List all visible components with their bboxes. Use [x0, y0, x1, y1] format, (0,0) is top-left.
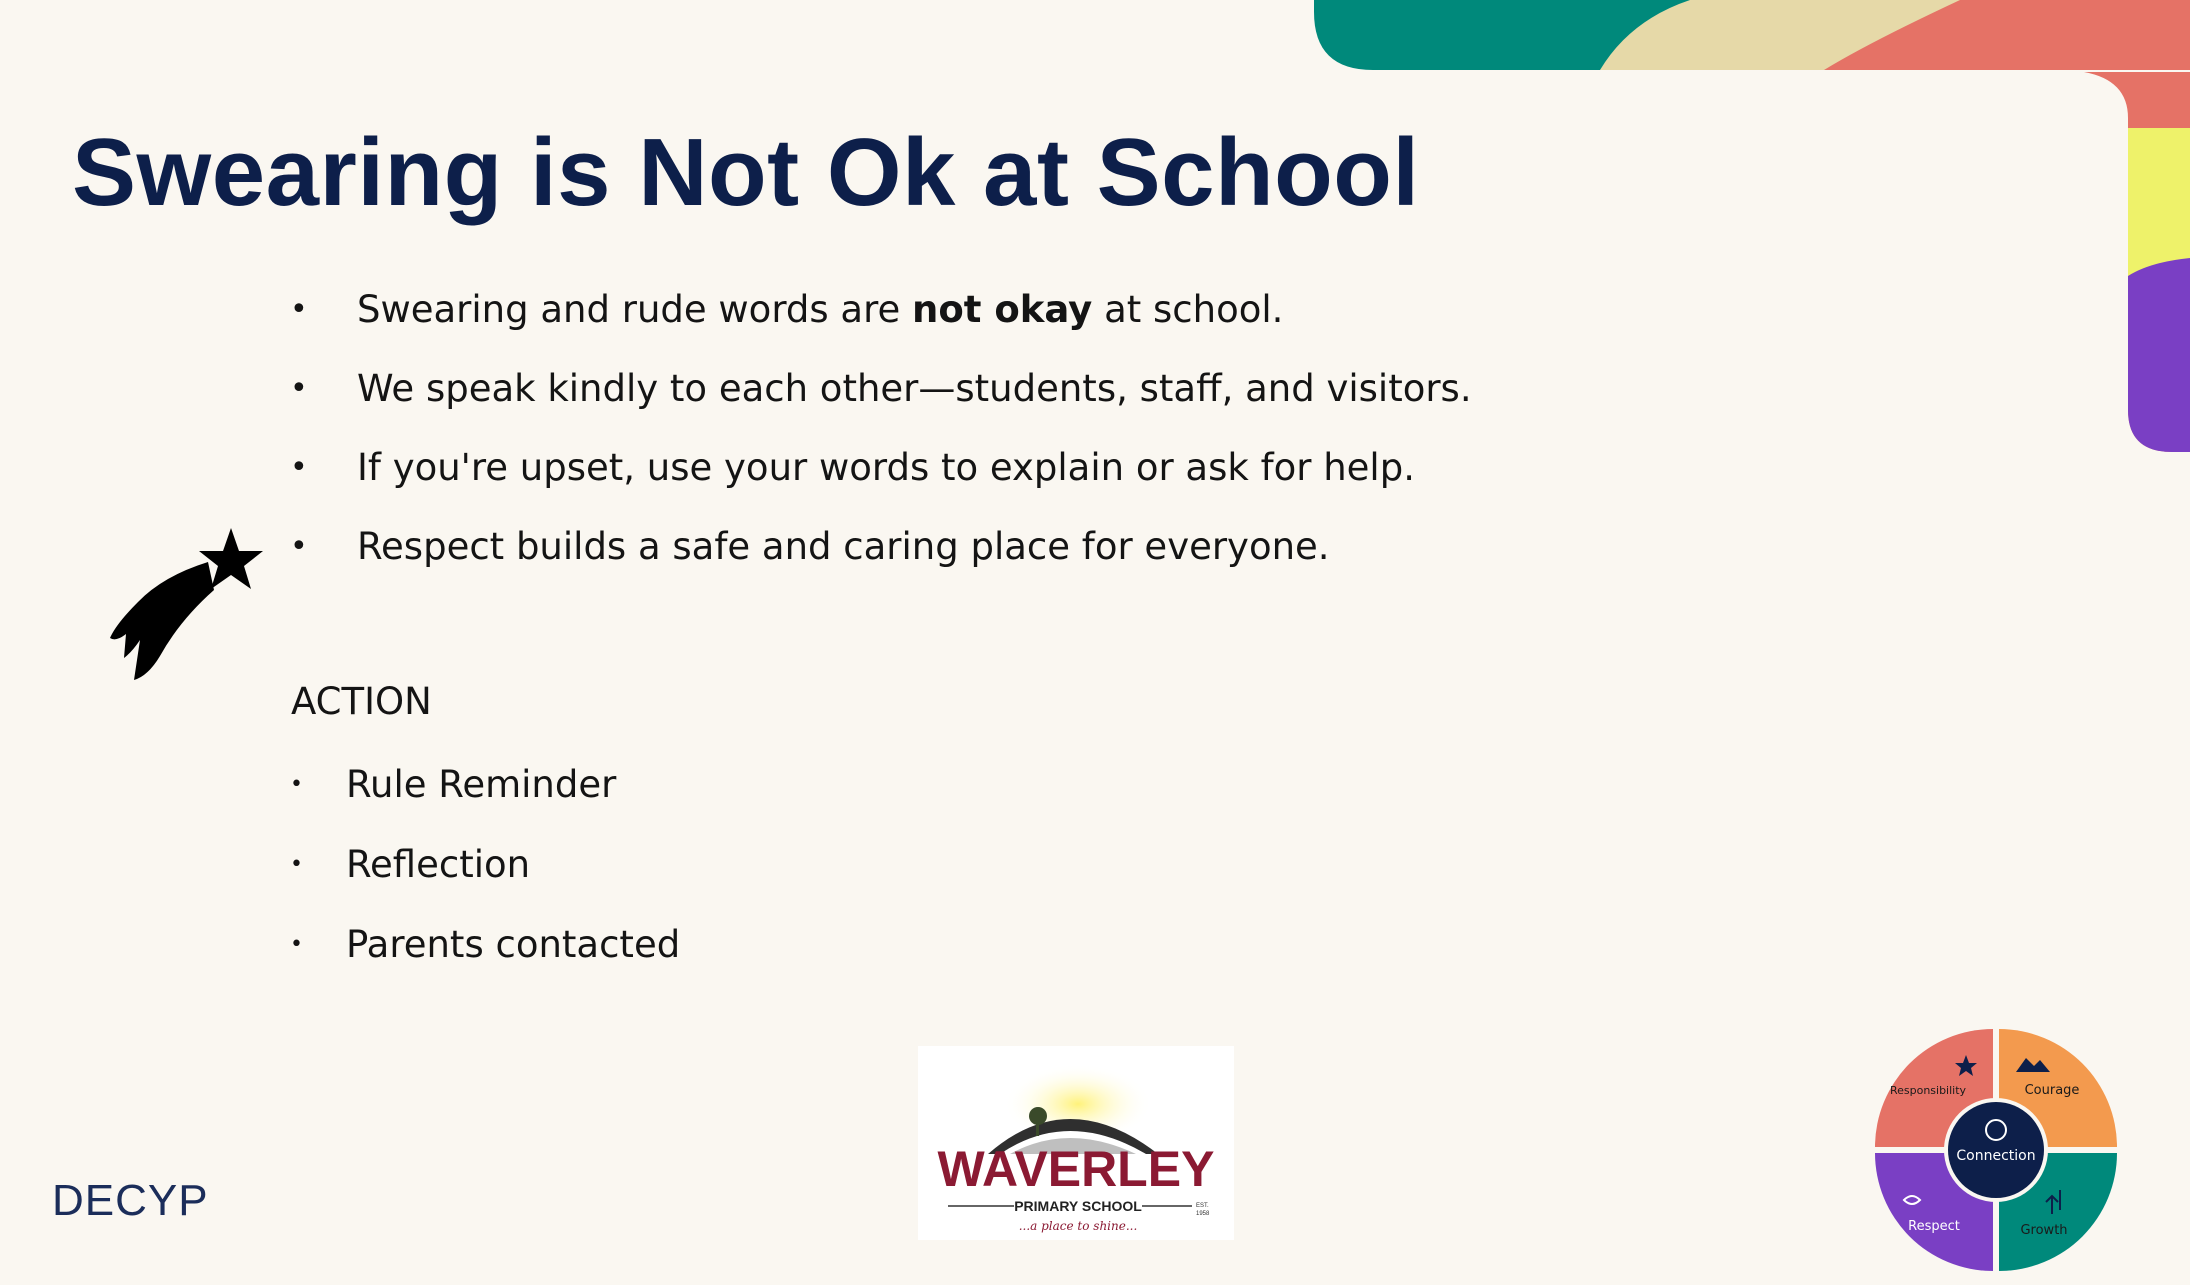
wheel-segment-label: Responsibility: [1889, 1084, 1967, 1097]
action-heading: ACTION: [291, 680, 432, 723]
logo-year: 1958: [1196, 1211, 1210, 1217]
action-item: • Reflection: [290, 835, 680, 915]
logo-subtitle: PRIMARY SCHOOL: [1014, 1198, 1142, 1214]
slide-title: Swearing is Not Ok at School: [72, 119, 1420, 226]
wheel-center-label: Connection: [1956, 1148, 2036, 1164]
action-item: • Rule Reminder: [290, 755, 680, 835]
rule-item: • Respect builds a safe and caring place for everyone.: [290, 517, 1472, 596]
wheel-segment-label: Respect: [1908, 1219, 1960, 1234]
actions-list: [290, 755, 680, 995]
wheel-segment-label: Courage: [2024, 1083, 2080, 1098]
rule-item: • We speak kindly to each other—students, staff, and visitors.: [290, 359, 1472, 438]
rule-item: • If you're upset, use your words to explain or ask for help.: [290, 438, 1472, 517]
action-item: • Parents contacted: [290, 915, 680, 995]
rules-list: [290, 280, 1472, 596]
logo-wordmark: WAVERLEY: [937, 1141, 1215, 1197]
values-wheel: [1866, 1020, 2126, 1280]
logo-est: EST.: [1196, 1203, 1209, 1209]
emphasis-text: not okay: [912, 288, 1093, 331]
logo-tagline: ...a place to shine...: [1018, 1219, 1138, 1233]
decyp-brand: DECYP: [52, 1176, 209, 1225]
rule-item: • Swearing and rude words are not okay at school.: [290, 280, 1472, 359]
school-logo: [918, 1046, 1234, 1240]
shooting-star-icon: [108, 526, 268, 682]
wheel-segment-label: Growth: [2020, 1223, 2068, 1238]
